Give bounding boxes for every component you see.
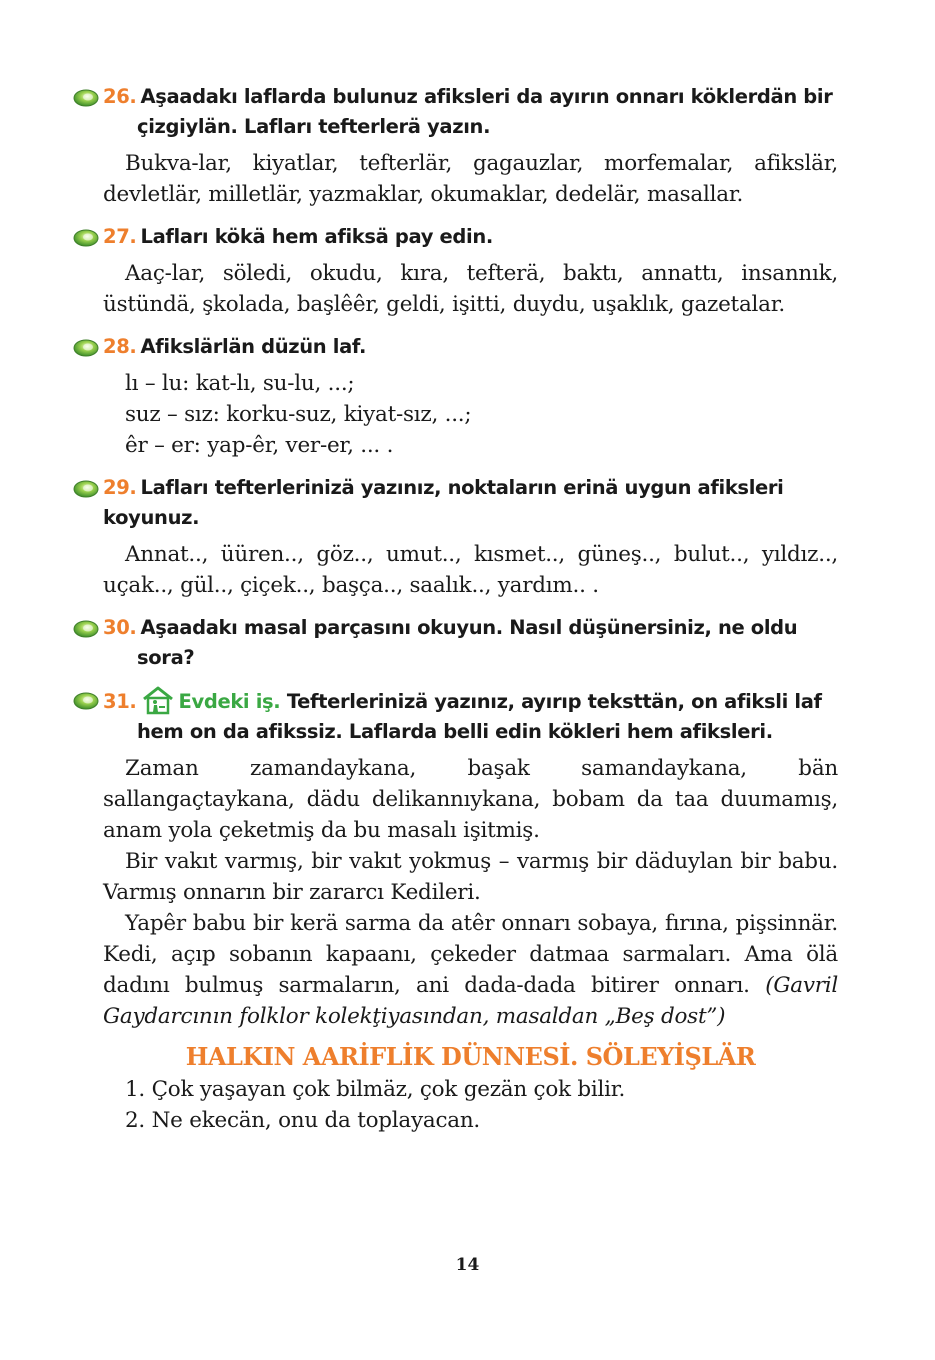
instruction-text: Aşaadakı masal parçasını okuyun. Nasıl düşünersiniz, ne oldu sora? [137, 616, 798, 669]
exercise-instruction [103, 82, 838, 142]
story-paragraph: Zaman zamandaykana, başak samandaykana, bän sallangaçtaykana, dädu delikannıykana, bobam da taa duumamış, anam yola çeketmiş da bu masalı işitmiş. [103, 756, 838, 843]
example-line: êr – er: yap-êr, ver-er, ... . [125, 433, 394, 458]
instruction-text: Tefterlerinizä yazınız, ayırıp teksttän, on afiksli laf hem on da afikssiz. Laflarda belli edin kökleri hem afiksleri. [137, 690, 822, 743]
page-content [103, 82, 838, 1136]
exercise-text: Annat.., üüren.., göz.., umut.., kısmet.., güneş.., bulut.., yıldız.., uçak.., gül.., çiçek.., başça.., saalık.., yardım.. . [103, 542, 838, 598]
exercise-instruction [103, 685, 838, 747]
exercise-text: Aaç-lar, söledi, okudu, kıra, tefterä, baktı, annattı, insannık, üstündä, şkolada, başlêêr, geldi, işitti, duydu, uşaklık, gazetalar. [103, 261, 838, 317]
exercise-28 [103, 332, 838, 461]
exercise-marker-icon [73, 339, 99, 357]
exercise-number: 27. [103, 225, 137, 248]
home-work-label: Evdeki iş. [178, 690, 281, 713]
example-line: lı – lu: kat-lı, su-lu, ...; [125, 371, 355, 396]
exercise-number: 28. [103, 335, 137, 358]
story-text: Yapêr babu bir kerä sarma da atêr onnarı sobaya, fırına, pişsinnär. Kedi, açıp sobanın kapaanı, çekeder datmaa sarmaları. Ama ölä dadını bulmuş sarmaların, ani dada-dada bitirer onnarı. [103, 911, 838, 998]
instruction-text: Lafları tefterlerinizä yazınız, noktaların erinä uygun afiksleri koyunuz. [103, 476, 784, 529]
exercise-27 [103, 222, 838, 320]
home-work-icon [141, 685, 175, 715]
instruction-text: Lafları kökä hem afiksä pay edin. [140, 225, 493, 248]
exercise-marker-icon [73, 692, 99, 710]
proverbs-list [103, 1074, 838, 1136]
exercise-instruction [103, 222, 838, 252]
story-paragraph [103, 908, 838, 1032]
exercise-number: 29. [103, 476, 137, 499]
exercise-31 [103, 685, 838, 1032]
exercise-29 [103, 473, 838, 601]
exercise-number: 26. [103, 85, 137, 108]
exercise-marker-icon [73, 89, 99, 107]
section-heading: HALKIN AARİFLİK DÜNNESİ. SÖLEYİŞLÄR [185, 1042, 756, 1071]
exercise-marker-icon [73, 620, 99, 638]
exercise-instruction [103, 332, 838, 362]
story-source: (Gavril Gaydarcının folklor kolekţiyasından, masaldan „Beş dost”) [103, 973, 839, 1029]
proverb-item: 2. Ne ekecän, onu da toplayacan. [125, 1108, 481, 1133]
page-number: 14 [455, 1255, 480, 1275]
story-paragraph: Bir vakıt varmış, bir vakıt yokmuş – varmış bir däduylan bir babu. Varmış onnarın bir zararcı Kedileri. [103, 849, 838, 905]
exercise-lines [103, 368, 838, 461]
exercise-instruction [103, 613, 838, 673]
exercise-number: 30. [103, 616, 137, 639]
exercise-instruction [103, 473, 838, 533]
exercise-30 [103, 613, 838, 673]
exercise-number: 31. [103, 690, 137, 713]
exercise-text: Bukva-lar, kiyatlar, tefterlär, gagauzlar, morfemalar, afikslär, devletlär, milletlär, yazmaklar, okumaklar, dedelär, masallar. [103, 151, 838, 207]
exercise-marker-icon [73, 480, 99, 498]
exercise-marker-icon [73, 229, 99, 247]
proverb-item: 1. Çok yaşayan çok bilmäz, çok gezän çok bilir. [125, 1077, 626, 1102]
example-line: suz – sız: korku-suz, kiyat-sız, ...; [125, 402, 472, 427]
instruction-text: Aşaadakı laflarda bulunuz afiksleri da ayırın onnarı köklerdän bir çizgiylän. Lafları tefterlerä yazın. [137, 85, 833, 138]
instruction-text: Afikslärlän düzün laf. [140, 335, 367, 358]
exercise-26 [103, 82, 838, 210]
